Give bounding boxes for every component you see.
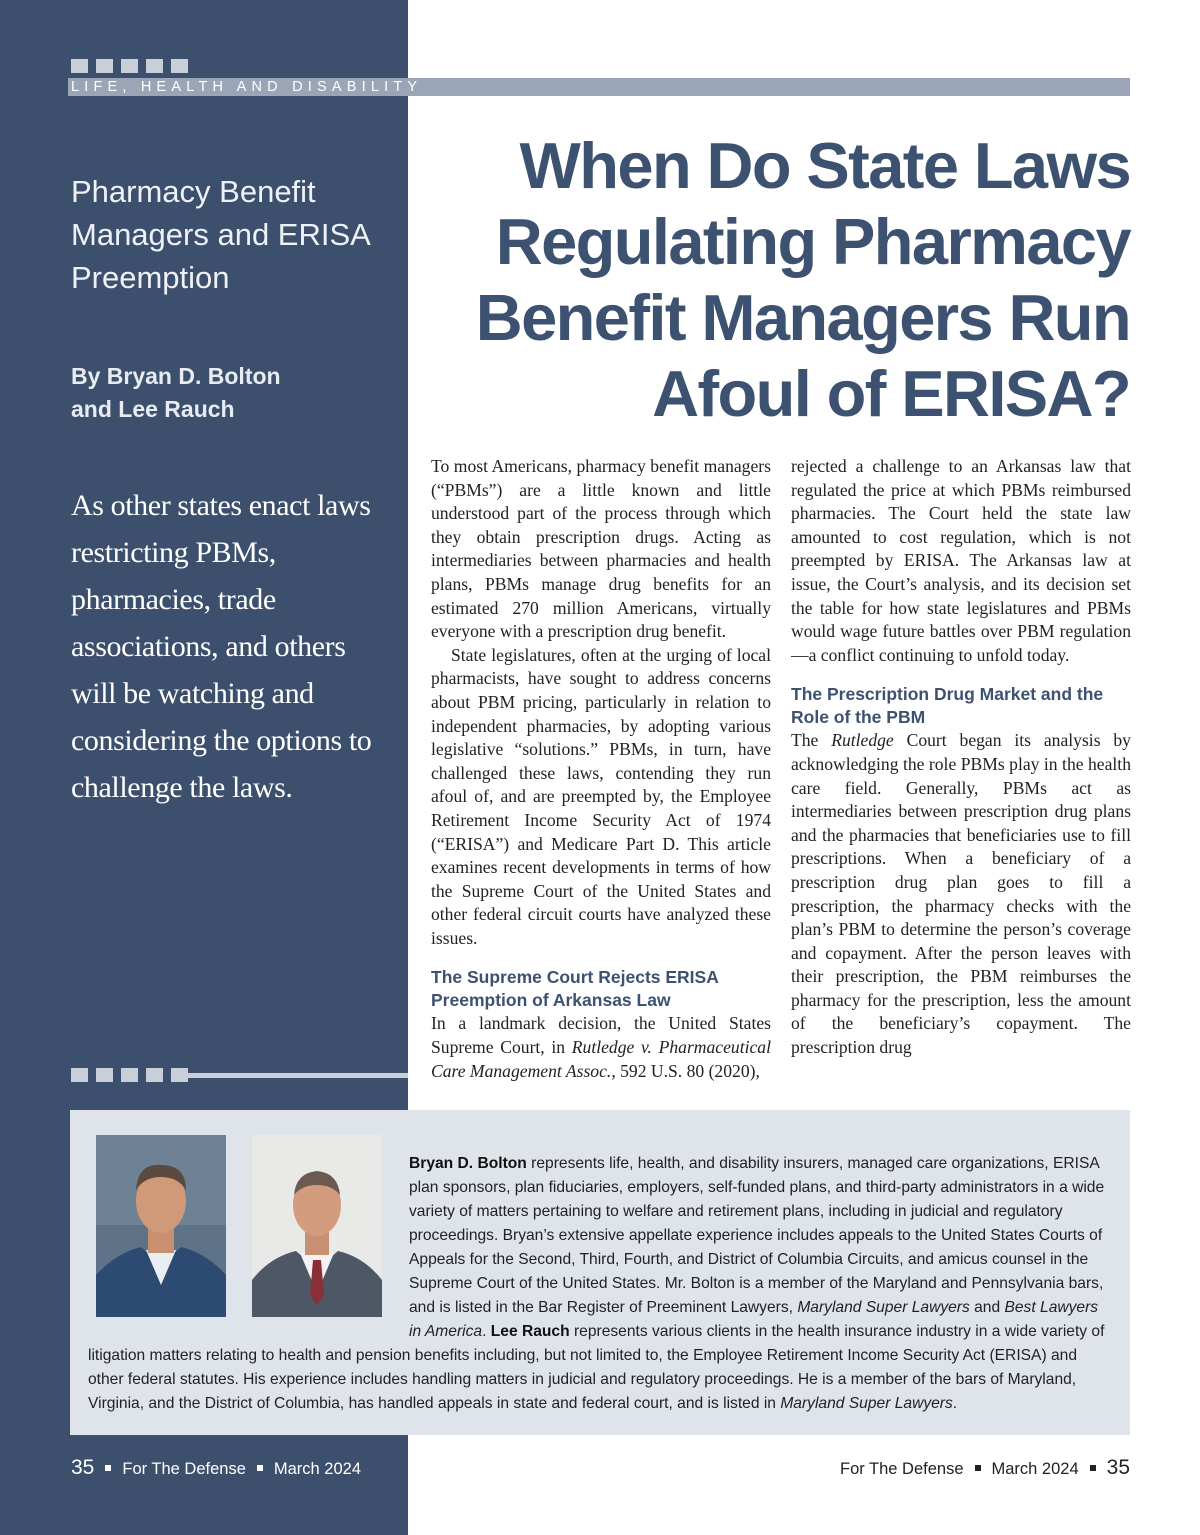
- divider-decoration-squares: [71, 1068, 188, 1082]
- bio-name-bolton: Bryan D. Bolton: [409, 1155, 527, 1172]
- publication-name: For The Defense: [839, 1460, 964, 1478]
- article-paragraph: To most Americans, pharmacy benefit managers (“PBMs”) are a little known and little understood part of the process through which they obtain prescription drugs. Acting as intermediaries between pharmacies and health plans, PBMs manage drug benefits for an estimated 270 million Americans, virtually everyone with a prescription drug benefit.: [431, 456, 771, 642]
- section-heading: The Prescription Drug Market and the Role of the PBM: [791, 684, 1104, 728]
- byline: [71, 360, 391, 426]
- author-bio-text: Bryan D. Bolton represents life, health, and disability insurers, managed care organizations, ERISA plan sponsors, plan fiduciaries, employers, self-funded plans, and third-party administrators in a wide variety of matters pertaining to welfare and retirement plans, including in judicial and regulatory proceedings. Bryan’s extensive appellate experience includes appeals to the United States Courts of Appeals for the Second, Third, Fourth, and District of Columbia Circuits, and amicus counsel in the Supreme Court of the United States. Mr. Bolton is a member of the Maryland and Pennsylvania bars, and is listed in the Bar Register of Preeminent Lawyers, Maryland Super Lawyers and Best Lawyers in America. Lee Rauch represents various clients in the health insurance industry in a wide variety of litigation matters relating to health and pension benefits including, but not limited to, the Employee Retirement Income Security Act (ERISA) and other federal statutes. His experience includes handling matters in judicial and regulatory proceedings. He is a member of the bars of Maryland, Virginia, and the District of Columbia, has handled appeals in state and federal court, and is listed in Maryland Super Lawyers.: [88, 1152, 1113, 1416]
- issue-date: March 2024: [991, 1460, 1079, 1478]
- article-paragraph-continued: rejected a challenge to an Arkansas law that regulated the price at which PBMs reimbursed pharmacies. The Court held the state law amounted to cost regulation, which is not preempted by ERISA. The Arkansas law at issue, the Court’s analysis, and its decision set the table for how state legislatures and PBMs would wage future battles over PBM regulation—a conflict continuing to unfold today.: [791, 456, 1131, 665]
- footer-left: [71, 1455, 361, 1482]
- bio-photo-spacer: [88, 1152, 409, 1344]
- page-number: 35: [71, 1456, 95, 1479]
- bullet-icon: [975, 1465, 981, 1471]
- article-column-right: [791, 455, 1131, 1060]
- section-decoration-squares: [71, 59, 188, 73]
- footer-right: [840, 1455, 1130, 1482]
- bullet-icon: [105, 1465, 111, 1471]
- bullet-icon: [257, 1465, 263, 1471]
- section-label: LIFE, HEALTH AND DISABILITY: [71, 79, 423, 95]
- article-kicker: Pharmacy Benefit Managers and ERISA Preemption: [71, 174, 370, 295]
- byline-line-2: and Lee Rauch: [71, 396, 235, 422]
- bio-name-rauch: Lee Rauch: [490, 1323, 570, 1340]
- issue-date: March 2024: [273, 1460, 362, 1478]
- article-headline: When Do State Laws Regulating Pharmacy Benefit Managers Run Afoul of ERISA?: [475, 129, 1130, 430]
- article-column-left: [431, 455, 771, 1083]
- article-paragraph-continued: In a landmark decision, the United States Supreme Court, in Rutledge v. Pharmaceutical Care Management Assoc., 592 U.S. 80 (2020),: [431, 1013, 771, 1081]
- byline-line-1: By Bryan D. Bolton: [71, 363, 281, 389]
- pull-quote: As other states enact laws restricting PBMs, pharmacies, trade associations, and others will be watching and considering the options to challenge the laws.: [71, 489, 372, 804]
- publication-name: For The Defense: [122, 1460, 246, 1478]
- article-paragraph: State legislatures, often at the urging of local pharmacists, have sought to address concerns about PBM pricing, particularly in relation to independent pharmacies, by adopting various legislative “solutions.” PBMs, in turn, have challenged these laws, contending they run afoul of, and are preempted by, the Employee Retirement Income Security Act of 1974 (“ERISA”) and Medicare Part D. This article examines recent developments in terms of how the Supreme Court of the United States and other federal circuit courts have analyzed these issues.: [431, 644, 771, 948]
- article-paragraph: The Rutledge Court began its analysis by acknowledging the role PBMs play in the health care field. Generally, PBMs act as intermediaries between prescription drug plans and the pharmacies that beneficiaries use to fill prescriptions. When a beneficiary of a prescription drug plan goes to fill a prescription, the pharmacy checks with the plan’s PBM to determine the person’s coverage and copayment. After the person leaves with their prescription, the PBM reimburses the pharmacy for the prescription, less the amount of the beneficiary’s copayment. The prescription drug: [791, 730, 1131, 1058]
- page-number: 35: [1106, 1456, 1130, 1479]
- divider-line: [182, 1073, 408, 1078]
- bullet-icon: [1090, 1465, 1096, 1471]
- section-heading: The Supreme Court Rejects ERISA Preemption of Arkansas Law: [431, 967, 719, 1011]
